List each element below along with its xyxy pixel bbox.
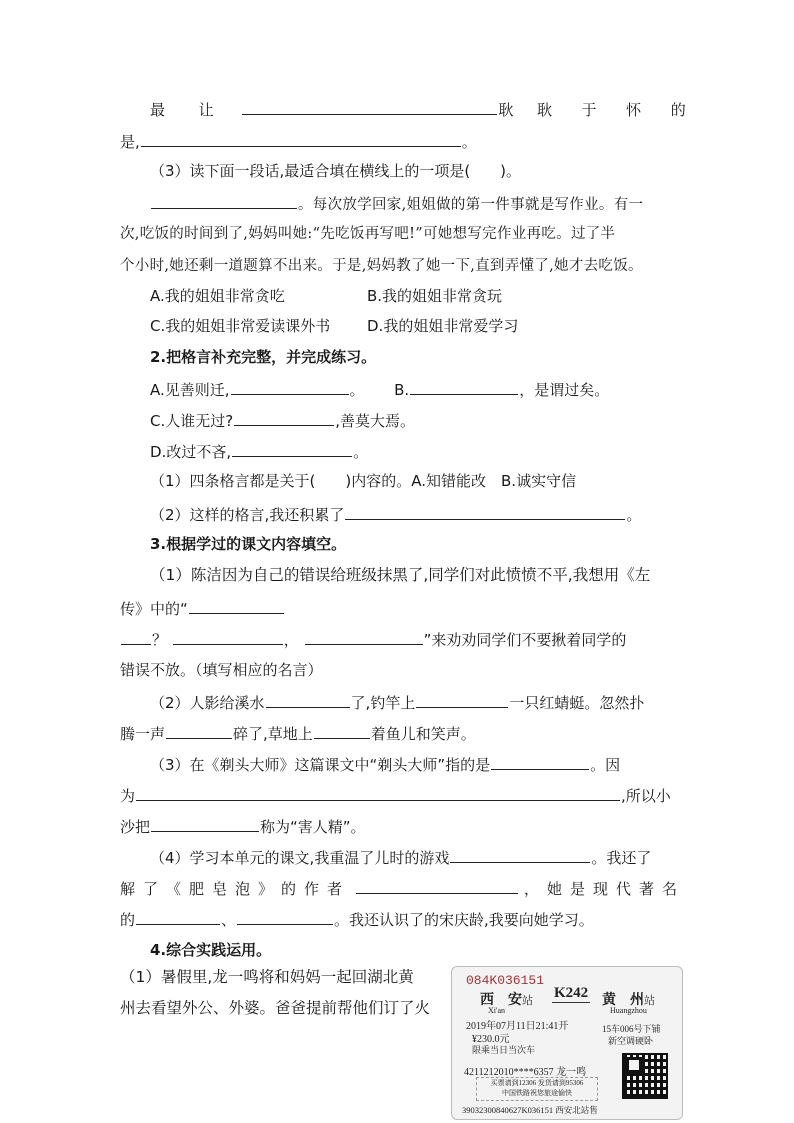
answer-blank[interactable] [189, 597, 284, 614]
question-2-2 [150, 503, 641, 525]
answer-blank[interactable] [410, 378, 518, 395]
station-suffix: 站 [522, 995, 533, 1007]
text: 着鱼儿和笑声。 [370, 725, 476, 743]
passage-line-2: 次,吃饭的时间到了,妈妈叫她:“先吃饭再写吧!”可她想写完作业再吃。过了半 [120, 226, 616, 242]
text: （2）这样的格言,我还积累了 [150, 506, 345, 524]
answer-blank[interactable] [491, 753, 589, 770]
question-2-1: （1）四条格言都是关于( )内容的。A.知错能改 B.诚实守信 [150, 472, 577, 490]
ticket-serial: 084K036151 [466, 973, 545, 988]
text: 。每次放学回家,姐姐做的第一件事就是写作业。有一 [298, 197, 644, 213]
to-station: 黄 州 [602, 993, 644, 1008]
answer-blank[interactable] [151, 815, 259, 832]
text: ,所以小 [621, 787, 671, 805]
text: 。我还了 [591, 849, 652, 867]
line-2 [120, 130, 477, 152]
ticket-class: 新空调硬卧 [608, 1036, 654, 1046]
text: 了,钓竿上 [350, 694, 416, 712]
text: A.见善则迁, [150, 381, 230, 399]
text: D.改过不吝, [150, 443, 232, 461]
answer-blank[interactable] [237, 908, 333, 925]
text: 解了《肥皂泡》的作者 [120, 880, 351, 898]
answer-blank[interactable] [266, 691, 350, 708]
answer-blank[interactable] [232, 440, 352, 457]
answer-blank[interactable] [136, 784, 620, 801]
ticket-id: 4211212010****6357 龙一鸣 [464, 1067, 587, 1078]
text: （4）学习本单元的课文,我重温了儿时的游戏 [150, 849, 450, 867]
answer-blank[interactable] [305, 628, 423, 645]
text: C.人谁无过? [150, 412, 234, 430]
question-3-3-line-3 [120, 815, 366, 837]
proverb-ab [150, 378, 609, 400]
notice-line: 买票请到12306 发货请到95306 [490, 1079, 584, 1087]
ticket-bottom-code: 39032300840627K036151 西安北站售 [462, 1105, 598, 1115]
proverb-d [150, 440, 368, 462]
question-3-4-line-3 [120, 908, 594, 930]
answer-blank[interactable] [231, 378, 349, 395]
train-number: K242 [554, 985, 589, 1001]
ticket-from-pinyin: Xi'an [488, 1006, 505, 1015]
char: 于 [581, 101, 597, 119]
question-3-1-line-2 [120, 597, 285, 619]
char: 耿 [498, 101, 514, 119]
answer-blank[interactable] [234, 409, 334, 426]
text: 为 [120, 787, 136, 805]
text: 。 [461, 133, 477, 151]
question-3-2-line-2 [120, 722, 476, 744]
text: 是, [120, 133, 140, 151]
text: 碎了,草地上 [233, 725, 313, 743]
text: 称为“害人精”。 [260, 818, 366, 836]
text: ？ [152, 631, 168, 649]
text: （2）人影给溪水 [150, 694, 265, 712]
ticket-seat: 15车006号下铺 [602, 1024, 661, 1034]
station-suffix: 站 [644, 995, 655, 1007]
option-c[interactable]: C.我的姐姐非常爱读课外书 [150, 317, 331, 335]
text: 、 [221, 911, 237, 929]
char: 让 [198, 101, 214, 119]
qr-code-icon [622, 1053, 668, 1099]
options-cd [150, 316, 519, 336]
question-3-3-line-2 [120, 784, 671, 806]
text: 的 [120, 911, 136, 929]
text: 沙把 [120, 818, 151, 836]
notice-line: 中国铁路祝您旅途愉快 [502, 1089, 572, 1097]
option-a[interactable]: A.我的姐姐非常贪吃 [150, 287, 285, 305]
text: 。 [349, 381, 365, 399]
ticket-to-pinyin: Huangzhou [610, 1006, 647, 1015]
question-3-4-line-1 [150, 846, 651, 868]
char: 怀 [626, 101, 642, 119]
question-3-4-line-2 [120, 877, 685, 899]
text: 。因 [590, 756, 621, 774]
answer-blank[interactable] [136, 908, 220, 925]
char: 最 [150, 101, 166, 119]
text: ，是谓过矣。 [519, 381, 610, 399]
text: 。 [353, 443, 369, 461]
question-3-1-line-4: 错误不放。（填写相应的名言） [120, 661, 323, 679]
line-1 [150, 98, 686, 120]
text: 。我还认识了的宋庆龄,我要向她学习。 [334, 911, 594, 929]
question-3-2-line-1 [150, 691, 644, 713]
answer-blank[interactable] [121, 628, 151, 645]
answer-blank[interactable] [242, 98, 497, 115]
ticket-price: ¥230.0元 [472, 1034, 510, 1045]
question-4-1-line-2: 州去看望外公、外婆。爸爸提前帮他们订了火 [120, 999, 431, 1017]
ticket-datetime: 2019年07月11日21:41开 [466, 1021, 569, 1032]
answer-blank[interactable] [166, 722, 232, 739]
answer-blank[interactable] [314, 722, 370, 739]
question-3-1-line-3 [120, 628, 626, 650]
text: ， [283, 631, 299, 649]
ticket-note: 限乘当日当次车 [472, 1045, 536, 1055]
section-3-heading: 3.根据学过的课文内容填空。 [150, 535, 347, 553]
text: 一只红蜻蜓。忽然扑 [509, 694, 645, 712]
answer-blank[interactable] [141, 130, 461, 147]
train-ticket-image [451, 966, 683, 1120]
from-station: 西 安 [480, 993, 522, 1008]
answer-blank[interactable] [450, 846, 590, 863]
text: ,善莫大焉。 [335, 412, 415, 430]
text: ”来劝劝同学们不要揪着同学的 [423, 631, 627, 649]
text: 传》中的“ [120, 600, 188, 618]
answer-blank[interactable] [151, 192, 297, 209]
question-3-1-line-1: （1）陈洁因为自己的错误给班级抹黑了,同学们对此愤愤不平,我想用《左 [150, 566, 651, 584]
answer-blank[interactable] [345, 503, 625, 520]
option-d[interactable]: D.我的姐姐非常爱学习 [367, 317, 519, 335]
text: （3）在《剃头大师》这篇课文中“剃头大师”指的是 [150, 756, 491, 774]
answer-blank[interactable] [356, 877, 518, 894]
text: ，她是现代著名 [524, 880, 686, 898]
passage-line-1 [150, 192, 643, 215]
proverb-c [150, 409, 415, 431]
question-3-3-line-1 [150, 753, 620, 775]
char: 的 [670, 101, 686, 119]
passage-line-3: 个小时,她还剩一道题算不出来。于是,妈妈教了她一下,直到弄懂了,她才去吃饭。 [120, 258, 643, 274]
answer-blank[interactable] [173, 628, 283, 645]
ticket-notice [476, 1077, 598, 1101]
answer-blank[interactable] [416, 691, 508, 708]
question-3-3: （3）读下面一段话,最适合填在横线上的一项是( )。 [150, 162, 522, 180]
question-4-1-line-1: （1）暑假里,龙一鸣将和妈妈一起回湖北黄 [120, 968, 414, 986]
text: 。 [626, 506, 642, 524]
text: B. [394, 381, 410, 399]
char: 耿 [536, 101, 552, 119]
options-ab [150, 286, 503, 306]
option-b[interactable]: B.我的姐姐非常贪玩 [367, 287, 503, 305]
text: 腾一声 [120, 725, 166, 743]
section-2-heading: 2.把格言补充完整，并完成练习。 [150, 348, 377, 366]
section-4-heading: 4.综合实践运用。 [150, 941, 272, 959]
ticket-train-number [552, 985, 590, 1003]
